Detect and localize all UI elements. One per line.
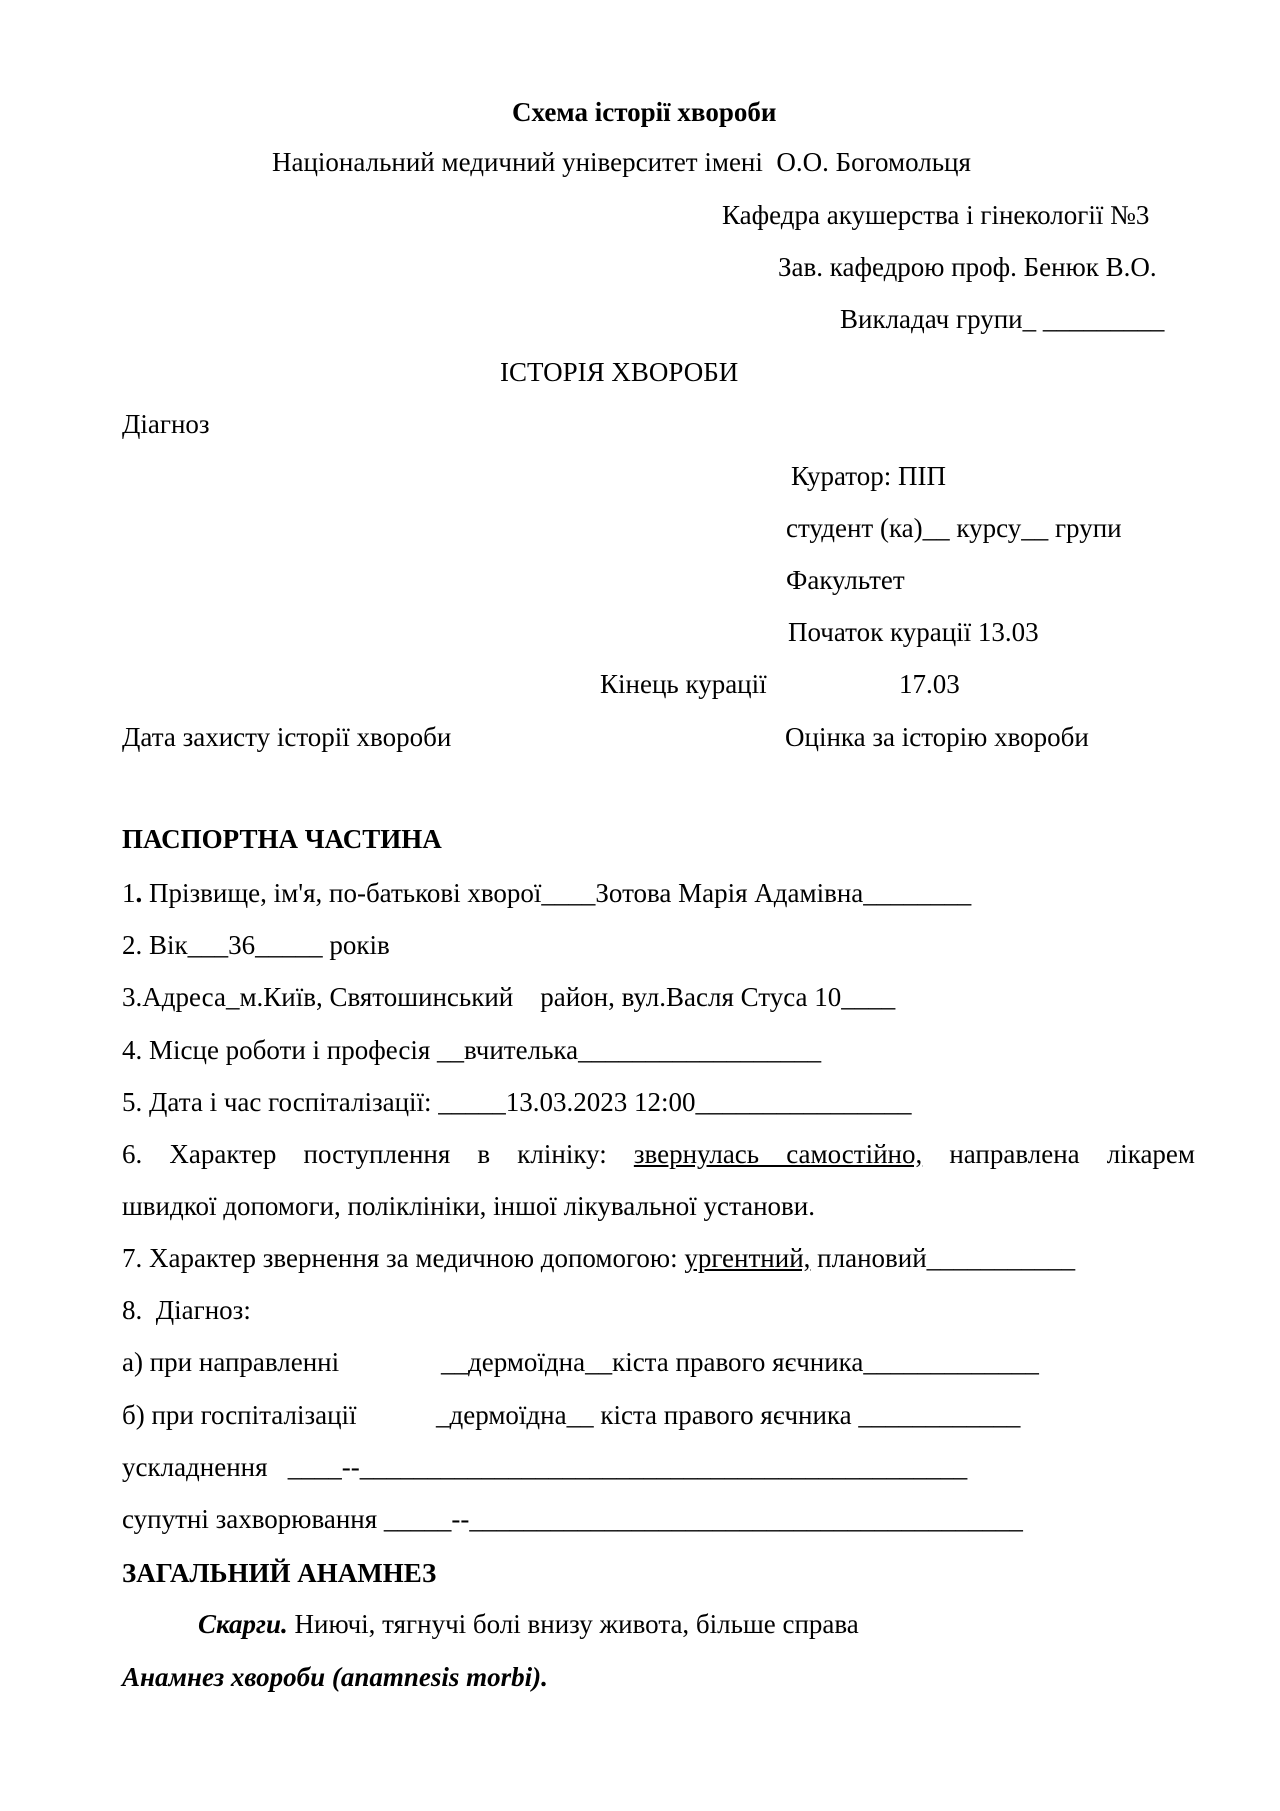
department-head: Зав. кафедрою проф. Бенюк В.О. bbox=[778, 252, 1157, 282]
group-teacher: Викладач групи_ _________ bbox=[840, 304, 1165, 334]
diagnosis-label: Діагноз bbox=[122, 409, 210, 439]
hospitalization-diagnosis-label: б) при госпіталізації bbox=[122, 1400, 357, 1430]
passport-item-2: 2. Вік___36_____ років bbox=[122, 930, 390, 960]
item-7-text-a: 7. Характер звернення за медичною допомогою: bbox=[122, 1243, 685, 1273]
university-name: Національний медичний університет імені О.О. Богомольця bbox=[272, 147, 971, 177]
complaints-line bbox=[198, 1607, 859, 1641]
item-6-text-b: направлена лікарем bbox=[922, 1139, 1195, 1169]
item-7-selected-option: ургентний, bbox=[684, 1243, 811, 1273]
curation-end-label: Кінець курації bbox=[600, 669, 767, 699]
referral-diagnosis-label: а) при направленні bbox=[122, 1347, 340, 1377]
item-1-number: 1 bbox=[122, 878, 136, 908]
passport-item-3: 3.Адреса_м.Київ, Святошинський район, вул.Васля Стуса 10____ bbox=[122, 982, 896, 1012]
complaints-label: Скарги. bbox=[198, 1609, 288, 1639]
history-heading: ІСТОРІЯ ХВОРОБИ bbox=[500, 357, 739, 387]
passport-item-8: 8. Діагноз: bbox=[122, 1295, 251, 1325]
item-6-selected-option: звернулась самостійно, bbox=[633, 1139, 923, 1169]
passport-item-7 bbox=[122, 1241, 1075, 1275]
anamnesis-morbi-heading: Анамнез хвороби (anamnesis morbi). bbox=[122, 1662, 548, 1692]
grade-label: Оцінка за історію хвороби bbox=[785, 722, 1089, 752]
curation-start: Початок курації 13.03 bbox=[788, 617, 1039, 647]
item-1-dot: . bbox=[135, 878, 143, 908]
department-name: Кафедра акушерства і гінекології №3 bbox=[722, 200, 1150, 230]
passport-item-1 bbox=[122, 876, 971, 910]
passport-heading: ПАСПОРТНА ЧАСТИНА bbox=[122, 824, 442, 854]
document-title: Схема історії хвороби bbox=[512, 97, 777, 127]
defense-date-label: Дата захисту історії хвороби bbox=[122, 722, 452, 752]
anamnesis-heading: ЗАГАЛЬНИЙ АНАМНЕЗ bbox=[122, 1558, 437, 1588]
curator-student: студент (ка)__ курсу__ групи bbox=[786, 513, 1122, 543]
passport-item-5: 5. Дата і час госпіталізації: _____13.03.2023 12:00________________ bbox=[122, 1087, 912, 1117]
passport-item-6-line-2: швидкої допомоги, поліклініки, іншої лікувальної установи. bbox=[122, 1191, 815, 1221]
complications-line: ускладнення ____--_____________________________________________ bbox=[122, 1452, 968, 1482]
item-7-text-b: плановий___________ bbox=[810, 1243, 1076, 1273]
passport-item-4: 4. Місце роботи і професія __вчителька__________________ bbox=[122, 1035, 822, 1065]
curator-faculty: Факультет bbox=[786, 565, 905, 595]
referral-diagnosis-value: __дермоїдна__кіста правого яєчника_____________ bbox=[441, 1347, 1039, 1377]
complaints-text: Ниючі, тягнучі болі внизу живота, більше справа bbox=[287, 1609, 859, 1639]
curation-end-value: 17.03 bbox=[899, 669, 960, 699]
passport-item-6 bbox=[122, 1137, 1195, 1171]
comorbidities-line: супутні захворювання _____--_________________________________________ bbox=[122, 1504, 1023, 1534]
item-1-text: Прізвище, ім'я, по-батькові хворої____Зотова Марія Адамівна________ bbox=[142, 878, 972, 908]
hospitalization-diagnosis-value: _дермоїдна__ кіста правого яєчника ____________ bbox=[436, 1400, 1021, 1430]
item-6-text-a: 6. Характер поступлення в клініку: bbox=[122, 1139, 634, 1169]
curator-name: Куратор: ПІП bbox=[791, 461, 946, 491]
